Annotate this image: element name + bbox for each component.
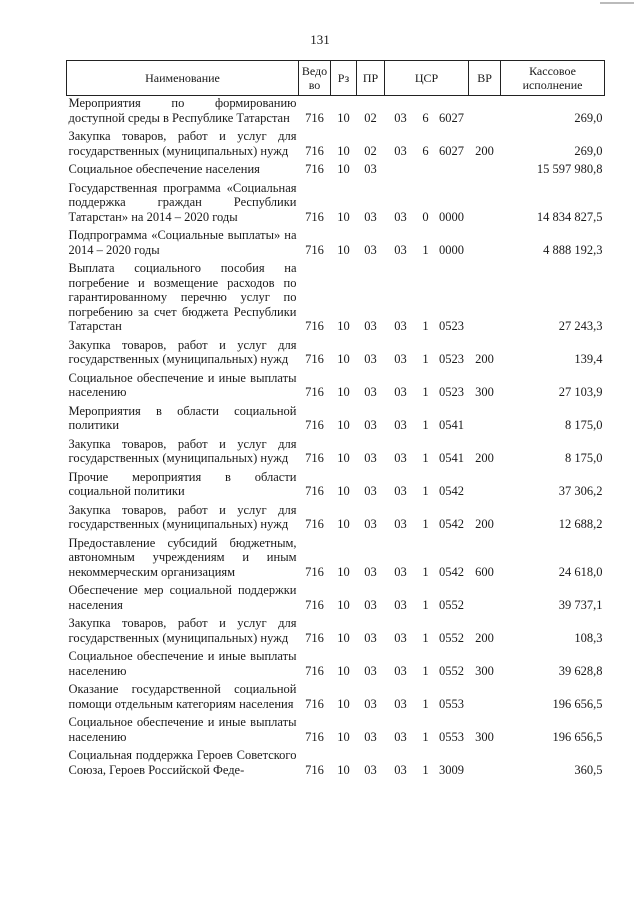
row-name: Закупка товаров, работ и услуг для государственных (муниципальных) нужд — [68, 129, 297, 158]
row-csr-subprogram: 1 — [422, 418, 429, 432]
row-rz: 10 — [337, 162, 350, 176]
table-row — [67, 338, 605, 371]
row-csr-program: 03 — [394, 418, 407, 432]
row-amount: 15 597 980,8 — [536, 162, 603, 176]
row-csr-direction: 3009 — [439, 762, 465, 777]
row-rz: 10 — [337, 663, 350, 678]
row-csr-program: 03 — [394, 242, 407, 257]
header-vr: ВР — [469, 61, 501, 96]
row-ved: 716 — [305, 418, 324, 432]
row-csr-subprogram: 1 — [422, 484, 429, 498]
row-csr-direction: 0541 — [439, 451, 465, 465]
row-ved: 716 — [305, 729, 324, 744]
budget-table — [66, 60, 605, 781]
row-amount: 139,4 — [574, 352, 603, 366]
row-csr-program: 03 — [394, 484, 407, 498]
row-vr: 200 — [475, 352, 494, 366]
table-row — [67, 470, 605, 503]
row-pr: 03 — [364, 663, 377, 678]
row-name: Социальное обеспечение и иные выплаты населению — [68, 370, 297, 399]
row-pr: 03 — [364, 729, 377, 744]
row-vr: 200 — [475, 451, 494, 465]
row-rz: 10 — [337, 242, 350, 257]
row-rz: 10 — [337, 418, 350, 432]
table-row — [67, 583, 605, 616]
row-pr: 03 — [364, 630, 377, 645]
row-pr: 02 — [364, 143, 377, 158]
row-amount: 108,3 — [574, 630, 603, 645]
row-ved: 716 — [305, 242, 324, 257]
row-rz: 10 — [337, 484, 350, 498]
row-pr: 03 — [364, 696, 377, 711]
row-name: Предоставление субсидий бюджетным, автономным учреждениям и иным некоммерческим организациям — [68, 535, 297, 579]
row-name: Обеспечение мер социальной поддержки населения — [68, 583, 297, 612]
header-csr: ЦСР — [385, 61, 469, 96]
row-ved: 716 — [305, 352, 324, 366]
scan-mark — [600, 2, 634, 4]
row-csr-subprogram: 1 — [422, 352, 429, 366]
row-ved: 716 — [305, 162, 324, 176]
row-amount: 39 737,1 — [558, 597, 603, 612]
row-pr: 03 — [364, 597, 377, 612]
table-header-row — [67, 61, 605, 96]
row-pr: 03 — [364, 385, 377, 399]
row-csr-direction: 0552 — [439, 663, 465, 678]
row-pr: 03 — [364, 564, 377, 579]
row-csr-direction: 0553 — [439, 696, 465, 711]
row-csr-subprogram: 1 — [422, 663, 429, 678]
table-row — [67, 404, 605, 437]
row-pr: 03 — [364, 319, 377, 333]
row-csr-program: 03 — [394, 451, 407, 465]
table-row — [67, 228, 605, 261]
row-pr: 03 — [364, 162, 377, 176]
row-name: Закупка товаров, работ и услуг для государственных (муниципальных) нужд — [68, 436, 297, 465]
row-name: Подпрограмма «Социальные выплаты» на 2014 – 2020 годы — [68, 228, 297, 257]
row-csr-direction: 0542 — [439, 484, 465, 498]
row-csr-direction: 6027 — [439, 110, 465, 125]
row-csr-direction: 0552 — [439, 630, 465, 645]
row-vr: 300 — [475, 385, 494, 399]
row-name: Закупка товаров, работ и услуг для государственных (муниципальных) нужд — [68, 502, 297, 531]
header-kassa — [501, 61, 605, 96]
row-pr: 03 — [364, 418, 377, 432]
row-csr-direction: 0523 — [439, 319, 465, 333]
row-name: Оказание государственной социальной помощи отдельным категориям населения — [68, 682, 297, 711]
row-amount: 269,0 — [574, 143, 603, 158]
row-amount: 196 656,5 — [552, 729, 603, 744]
table-row — [67, 748, 605, 781]
row-rz: 10 — [337, 451, 350, 465]
row-csr-program — [385, 162, 417, 181]
row-csr-direction: 0000 — [439, 242, 465, 257]
row-pr: 03 — [364, 209, 377, 224]
row-csr-program: 03 — [394, 696, 407, 711]
row-rz: 10 — [337, 143, 350, 158]
row-name: Социальная поддержка Героев Советского Союза, Героев Российской Феде- — [68, 748, 297, 777]
row-csr-direction: 0523 — [439, 385, 465, 399]
header-name: Наименование — [67, 61, 299, 96]
row-csr-program: 03 — [394, 110, 407, 125]
table-body — [67, 96, 605, 782]
row-csr-subprogram: 1 — [422, 762, 429, 777]
row-csr-subprogram: 0 — [422, 209, 429, 224]
row-name: Выплата социального пособия на погребение и возмещение расходов по гарантированному перечню услуг по погребению за счет бюджета Республики Татарстан — [68, 261, 297, 333]
row-ved: 716 — [305, 696, 324, 711]
row-csr-direction: 0523 — [439, 352, 465, 366]
row-amount: 4 888 192,3 — [543, 242, 603, 257]
row-csr-direction: 0542 — [439, 564, 465, 579]
row-ved: 716 — [305, 517, 324, 531]
table-row — [67, 181, 605, 229]
row-name: Мероприятия в области социальной политики — [68, 403, 297, 432]
row-name: Закупка товаров, работ и услуг для государственных (муниципальных) нужд — [68, 337, 297, 366]
row-rz: 10 — [337, 352, 350, 366]
row-ved: 716 — [305, 110, 324, 125]
row-csr-program: 03 — [394, 762, 407, 777]
row-rz: 10 — [337, 762, 350, 777]
row-vr: 600 — [475, 564, 494, 579]
row-rz: 10 — [337, 110, 350, 125]
row-csr-program: 03 — [394, 352, 407, 366]
row-amount: 8 175,0 — [565, 451, 603, 465]
row-csr-subprogram: 1 — [422, 517, 429, 531]
row-csr-subprogram: 1 — [422, 564, 429, 579]
row-vr — [469, 470, 501, 503]
row-ved: 716 — [305, 663, 324, 678]
header-ved-line2: во — [308, 78, 321, 92]
row-rz: 10 — [337, 385, 350, 399]
row-csr-program: 03 — [394, 385, 407, 399]
row-rz: 10 — [337, 319, 350, 333]
row-csr-direction: 0542 — [439, 517, 465, 531]
row-csr-subprogram: 1 — [422, 630, 429, 645]
row-vr: 200 — [475, 630, 494, 645]
row-pr: 03 — [364, 484, 377, 498]
row-csr-program: 03 — [394, 517, 407, 531]
row-vr — [469, 181, 501, 229]
row-csr-direction: 0553 — [439, 729, 465, 744]
row-csr-subprogram — [417, 162, 435, 181]
row-name: Социальное обеспечение и иные выплаты населению — [68, 649, 297, 678]
row-csr-direction — [435, 162, 469, 181]
row-csr-program: 03 — [394, 630, 407, 645]
row-csr-program: 03 — [394, 209, 407, 224]
row-vr — [469, 228, 501, 261]
table-row — [67, 649, 605, 682]
row-amount: 37 306,2 — [558, 484, 603, 498]
row-csr-subprogram: 6 — [422, 110, 429, 125]
row-csr-subprogram: 1 — [422, 729, 429, 744]
row-csr-subprogram: 1 — [422, 597, 429, 612]
row-amount: 39 628,8 — [558, 663, 603, 678]
row-rz: 10 — [337, 517, 350, 531]
row-name: Прочие мероприятия в области социальной политики — [68, 469, 297, 498]
table-row — [67, 162, 605, 181]
row-vr: 300 — [475, 729, 494, 744]
table-row — [67, 261, 605, 338]
row-rz: 10 — [337, 597, 350, 612]
row-csr-direction: 0552 — [439, 597, 465, 612]
row-rz: 10 — [337, 209, 350, 224]
row-ved: 716 — [305, 564, 324, 579]
header-ved — [299, 61, 331, 96]
header-kassa-line1: Кассовое — [529, 64, 576, 78]
row-vr — [469, 748, 501, 781]
table-row — [67, 682, 605, 715]
row-name: Закупка товаров, работ и услуг для государственных (муниципальных) нужд — [68, 616, 297, 645]
row-rz: 10 — [337, 696, 350, 711]
header-ved-line1: Ведо — [301, 64, 328, 78]
row-csr-program: 03 — [394, 319, 407, 333]
row-ved: 716 — [305, 630, 324, 645]
row-csr-program: 03 — [394, 143, 407, 158]
header-rz: Рз — [331, 61, 357, 96]
row-amount: 27 243,3 — [558, 319, 603, 333]
table-row — [67, 437, 605, 470]
row-csr-program: 03 — [394, 663, 407, 678]
row-csr-subprogram: 1 — [422, 385, 429, 399]
row-amount: 360,5 — [574, 762, 603, 777]
row-pr: 03 — [364, 517, 377, 531]
row-rz: 10 — [337, 729, 350, 744]
table-row — [67, 503, 605, 536]
row-ved: 716 — [305, 762, 324, 777]
table-row — [67, 129, 605, 162]
row-amount: 12 688,2 — [558, 517, 603, 531]
row-rz: 10 — [337, 564, 350, 579]
table-row — [67, 371, 605, 404]
row-csr-subprogram: 1 — [422, 451, 429, 465]
table-row — [67, 96, 605, 130]
row-name: Социальное обеспечение и иные выплаты населению — [68, 715, 297, 744]
row-ved: 716 — [305, 597, 324, 612]
row-pr: 03 — [364, 352, 377, 366]
row-ved: 716 — [305, 451, 324, 465]
row-vr — [469, 583, 501, 616]
row-amount: 8 175,0 — [565, 418, 603, 432]
row-ved: 716 — [305, 484, 324, 498]
row-rz: 10 — [337, 630, 350, 645]
row-csr-direction: 6027 — [439, 143, 465, 158]
row-vr: 300 — [475, 663, 494, 678]
row-pr: 03 — [364, 242, 377, 257]
row-ved: 716 — [305, 319, 324, 333]
row-ved: 716 — [305, 385, 324, 399]
row-pr: 03 — [364, 451, 377, 465]
row-csr-direction: 0541 — [439, 418, 465, 432]
table-row — [67, 715, 605, 748]
table-row — [67, 536, 605, 584]
row-csr-program: 03 — [394, 729, 407, 744]
table-row — [67, 616, 605, 649]
row-name: Социальное обеспечение населения — [68, 162, 260, 176]
row-csr-subprogram: 1 — [422, 242, 429, 257]
row-amount: 14 834 827,5 — [536, 209, 603, 224]
row-ved: 716 — [305, 143, 324, 158]
row-vr — [469, 682, 501, 715]
row-csr-program: 03 — [394, 597, 407, 612]
row-vr: 200 — [475, 143, 494, 158]
row-vr — [469, 96, 501, 130]
row-csr-direction: 0000 — [439, 209, 465, 224]
row-csr-subprogram: 1 — [422, 319, 429, 333]
row-name: Государственная программа «Социальная поддержка граждан Республики Татарстан» на 2014 – 2020 годы — [68, 180, 297, 224]
row-amount: 196 656,5 — [552, 696, 603, 711]
row-amount: 27 103,9 — [558, 385, 603, 399]
row-amount: 24 618,0 — [558, 564, 603, 579]
row-csr-subprogram: 6 — [422, 143, 429, 158]
page-number: 131 — [310, 32, 330, 47]
row-vr — [469, 162, 501, 181]
row-pr: 02 — [364, 110, 377, 125]
header-pr: ПР — [357, 61, 385, 96]
row-ved: 716 — [305, 209, 324, 224]
row-vr — [469, 261, 501, 338]
row-name: Мероприятия по формированию доступной среды в Республике Татарстан — [68, 96, 297, 125]
row-pr: 03 — [364, 762, 377, 777]
header-kassa-line2: исполнение — [522, 78, 583, 92]
row-csr-subprogram: 1 — [422, 696, 429, 711]
row-vr: 200 — [475, 517, 494, 531]
row-csr-program: 03 — [394, 564, 407, 579]
row-vr — [469, 404, 501, 437]
row-amount: 269,0 — [574, 110, 603, 125]
